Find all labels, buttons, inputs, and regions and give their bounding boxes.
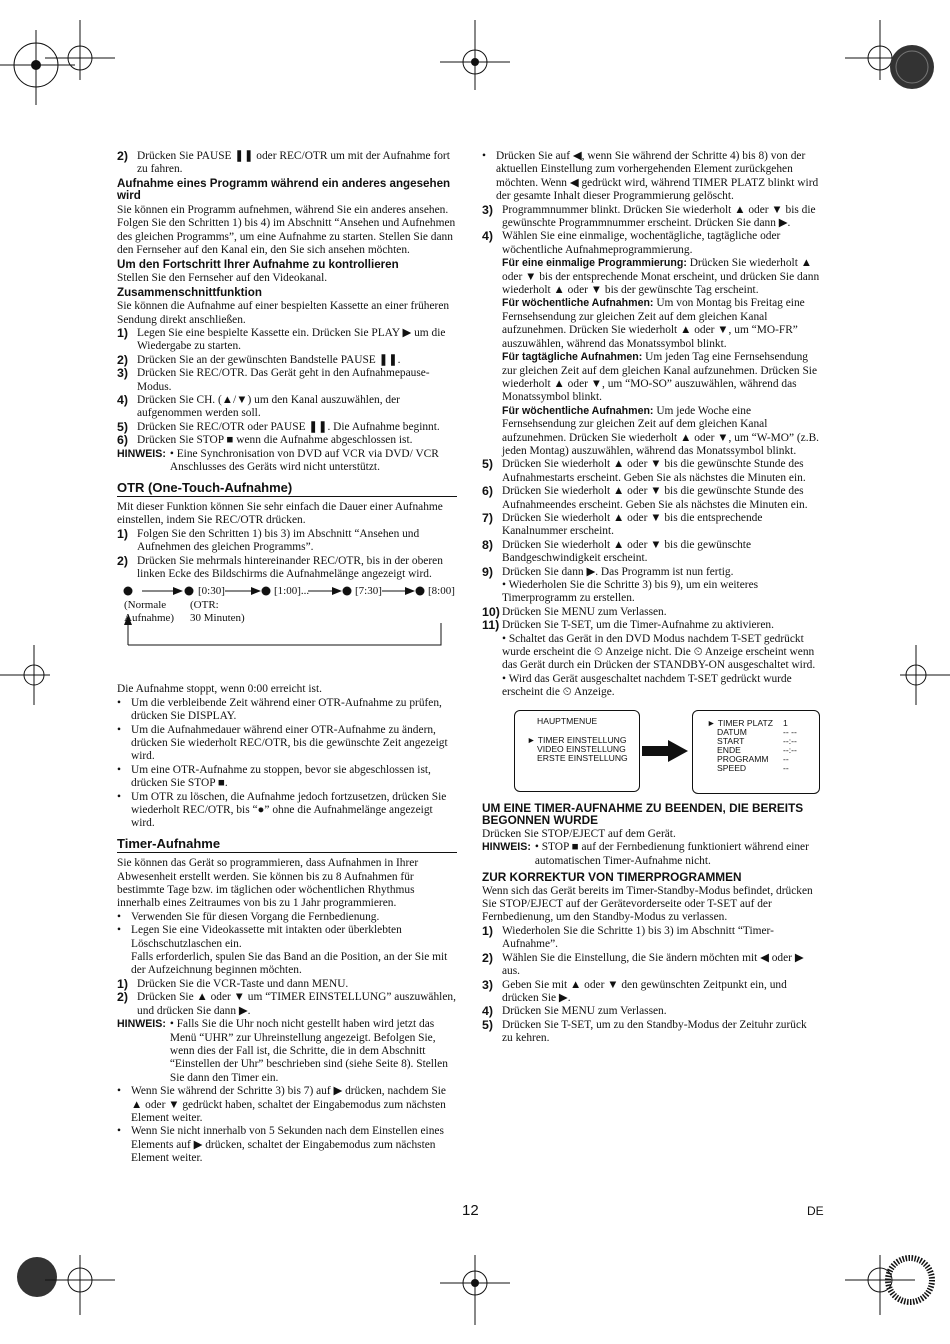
heading-end-timer: UM EINE TIMER-AUFNAHME ZU BEENDEN, DIE BEREITS BEGONNEN WURDE (482, 800, 804, 828)
language-code: DE (807, 1204, 824, 1218)
timer-menu-illustration (482, 706, 820, 792)
timer-value: --:-- (783, 744, 797, 755)
timer-field: START (717, 735, 745, 746)
step-item: 11) Drücken Sie T-SET, um die Timer-Aufnahme zu aktivieren. (482, 618, 774, 633)
bullet-item: • Um die Aufnahmedauer während einer OTR-Aufnahme zu ändern, drücken Sie wiederholt REC/OTR, bis die gewünschte Zeit angezeigt wird. (117, 723, 448, 763)
step-item: 1) Legen Sie eine bespielte Kassette ein. Drücken Sie PLAY ▶ um die Wiedergabe zu starten. (117, 326, 446, 353)
menu-item: VIDEO EINSTELLUNG (537, 743, 626, 754)
bullet-item: • Wiederholen Sie die Schritte 3) bis 9), um ein weiteres Timerprogramm zu erstellen. (502, 579, 759, 605)
step-item: 3) Programmnummer blinkt. Drücken Sie wiederholt ▲ oder ▼ bis die gewünschte Programmnummer erscheint. Drücken Sie dann ▶. (482, 202, 816, 230)
step-item: 9) Drücken Sie dann ▶. Das Programm ist nun fertig. (482, 564, 734, 579)
heading-assemble: Zusammenschnittfunktion (117, 285, 262, 299)
step-item: 4) Drücken Sie MENU zum Verlassen. (482, 1004, 667, 1019)
bullet-item: • Drücken Sie auf ◀, wenn Sie während der Schritte 4) bis 8) von der aktuellen Einstellung zum vorhergehenden Element zurückgehen möchten. Wenn ◀ gedrückt wird, während TIMER PLATZ blinkt wird der gesamte Inhalt dieser Programmierung gelöscht. (482, 150, 819, 203)
otr-step-label: [8:00] (428, 585, 455, 598)
note: HINWEIS: • Eine Synchronisation von DVD auf VCR via DVD/ VCR Anschlusses des Geräts wird nicht unterstützt. (117, 447, 439, 474)
timer-field: DATUM (717, 726, 747, 737)
timer-field: ► TIMER PLATZ (707, 717, 773, 728)
timer-value: -- (783, 762, 789, 773)
otr-flow-diagram (117, 585, 457, 677)
step-item: 2) Wählen Sie die Einstellung, die Sie ändern möchten mit ◀ oder ▶ aus. (482, 950, 804, 978)
step-item: 4) Wählen Sie eine einmalige, wochentägliche, tagtägliche oder wöchentliche Aufnahmeprogrammierung. (482, 229, 781, 256)
paragraph: Sie können die Aufnahme auf einer bespielten Kassette an einer früheren Sendung direkt anschließen. (117, 300, 450, 326)
section-title-otr: OTR (One-Touch-Aufnahme) (117, 481, 457, 497)
section-title-timer: Timer-Aufnahme (117, 837, 457, 853)
assemble-steps (117, 327, 457, 448)
timer-value: 1 (783, 717, 788, 728)
option-weekdays: Für wöchentliche Aufnahmen: Um von Montag bis Freitag eine Fernsehsendung zur gleichen Zeit auf dem gleichen Kanal aufzunehmen. Drücken Sie wiederholt ▲ oder ▼, um “MO-FR” auszuwählen, während das Monatssymbol blinkt. (502, 297, 805, 350)
step-item: 5) Drücken Sie T-SET, um zu den Standby-Modus der Zeituhr zurück zu kehren. (482, 1017, 807, 1045)
bullet-item: • Schaltet das Gerät in den DVD Modus nachdem T-SET gedrückt wurde erscheint die ⏲ Anzeige nicht. Die ⏲ Anzeige erscheint wenn das Gerät durch ein Drücken der STANDBY-ON ausgeschaltet wird. (502, 632, 816, 672)
step-item: 1) Drücken Sie die VCR-Taste und dann MENU. (117, 976, 349, 991)
menu-item: ► TIMER EINSTELLUNG (527, 734, 627, 745)
timer-field-labels (693, 719, 773, 773)
menu-item: ERSTE EINSTELLUNG (537, 752, 628, 763)
arrow-right-icon (642, 740, 688, 762)
step-item: 3) Drücken Sie REC/OTR. Das Gerät geht in den Aufnahmepause-Modus. (117, 366, 430, 393)
step-item: 8) Drücken Sie wiederholt ▲ oder ▼ bis die gewünschte Bandgeschwindigkeit erscheint. (482, 537, 752, 565)
timer-field: PROGRAMM (717, 753, 769, 764)
bullet-item: • Wenn Sie während der Schritte 3) bis 7) auf ▶ drücken, nachdem Sie ▲ oder ▼ gedrückt haben, schaltet der Eingabemodus zum nächsten Element weiter. (117, 1085, 446, 1124)
timer-field-values (773, 719, 797, 773)
registration-mark-icon (0, 645, 50, 705)
starburst-target-icon (880, 1250, 940, 1310)
heading-progress: Um den Fortschritt Ihrer Aufnahme zu kontrollieren (117, 257, 399, 271)
bullet-item: • Wenn Sie nicht innerhalb von 5 Sekunden nach dem Einstellen eines Elements auf ▶ drücken, schaltet der Eingabemodus zum nächsten Element weiter. (117, 1125, 444, 1165)
right-column (482, 150, 820, 1046)
registration-mark-icon (440, 20, 510, 90)
bullet-item: • Verwenden Sie für diesen Vorgang die Fernbedienung. (117, 910, 380, 923)
bullet-item: • Um eine OTR-Aufnahme zu stoppen, bevor sie abgeschlossen ist, drücken Sie STOP ■. (117, 763, 431, 790)
bullet-item: • Um OTR zu löschen, die Aufnahme jedoch fortzusetzen, drücken Sie wiederholt REC/OTR, bis “●” ohne die Aufnahmelänge angezeigt wird. (117, 790, 447, 830)
bullet-item: • Wird das Gerät ausgeschaltet nachdem T-SET gedrückt wurde erscheint die ⏲ Anzeige. (502, 672, 792, 699)
step-item: 3) Geben Sie mit ▲ oder ▼ den gewünschten Zeitpunkt ein, und drücken Sie ▶. (482, 977, 787, 1004)
step-item: 2) Drücken Sie ▲ oder ▼ um “TIMER EINSTELLUNG” auszuwählen, und drücken Sie dann ▶. (117, 990, 456, 1017)
main-menu-screen (514, 710, 640, 792)
step-item: 2) Drücken Sie PAUSE ❚❚ oder REC/OTR um mit der Aufnahme fort zu fahren. (117, 149, 450, 176)
timer-field: ENDE (717, 744, 741, 755)
registration-mark-icon (45, 20, 115, 80)
option-daily: Für tagtägliche Aufnahmen: Um jeden Tag eine Fernsehsendung zur gleichen Zeit auf dem gleichen Kanal aufzunehmen. Drücken Sie wiederholt ▲ oder ▼, um “MO-SO” auszuwählen, während das Monatssymbol blinkt. (502, 351, 818, 404)
bullet-item: • Um die verbleibende Zeit während einer OTR-Aufnahme zu prüfen, drücken Sie DISPLAY. (117, 696, 442, 723)
step-item: 7) Drücken Sie wiederholt ▲ oder ▼ bis die entsprechende Kanalnummer erscheint. (482, 510, 763, 538)
left-column (117, 150, 457, 1166)
paragraph: Falls erforderlich, spulen Sie das Band an die Position, an der Sie mit der Aufzeichnung beginnen möchten. (131, 951, 448, 977)
otr-step-label: [7:30] (355, 585, 382, 598)
paragraph: Drücken Sie STOP/EJECT auf dem Gerät. (482, 827, 676, 840)
otr-step-label: [0:30] (198, 585, 225, 598)
step-item: 6) Drücken Sie STOP ■ wenn die Aufnahme abgeschlossen ist. (117, 433, 413, 448)
paragraph: Sie können ein Programm aufnehmen, während Sie ein anderes ansehen. Folgen Sie den Schritten 1) bis 4) im Abschnitt “Ansehen und Aufnehmen des gleichen Programms”, um eine Aufnahme zu starten. Stellen Sie dann den Fernseher auf den Kanal ein, den Sie sich ansehen möchten. (117, 204, 456, 257)
step-item: 5) Drücken Sie REC/OTR oder PAUSE ❚❚. Die Aufnahme beginnt. (117, 419, 440, 434)
page-number: 12 (462, 1202, 479, 1219)
registration-mark-icon (45, 1255, 115, 1315)
otr-flow-label: (Normale Aufnahme) (124, 599, 175, 625)
heading-record-other: Aufnahme eines Programm während ein anderes angesehen wird (117, 176, 451, 203)
option-once: Für eine einmalige Programmierung: Drücken Sie wiederholt ▲ oder ▼ bis der entsprechende Monat erscheint, und drücken Sie dann wiederholt ▲ oder ▼ bis der gewünschte Tag erscheint. (502, 257, 820, 297)
paragraph: Sie können das Gerät so programmieren, dass Aufnahmen in Ihrer Abwesenheit erstellt werden. Sie können bis zu 8 Aufnahmen für bestimmte Tage bzw. im täglichen oder wöchentlichen Rhythmus innerhalb eines Zeitraumes von bis zu 1 Jahr programmieren. (117, 857, 419, 910)
timer-value: -- -- (783, 726, 797, 737)
paragraph: Wenn sich das Gerät bereits im Timer-Standby-Modus befindet, drücken Sie STOP/EJECT auf der Gerätevorderseite oder T-SET auf der Fernbedienung, um den Standby-Modus zu verlassen. (482, 884, 813, 924)
step-item: 5) Drücken Sie wiederholt ▲ oder ▼ bis die gewünschte Stunde des Aufnahmestarts erscheint. Geben Sie als nächstes die Minuten ein. (482, 457, 806, 484)
bullet-item: • Legen Sie eine Videokassette mit intakten oder überklebten Löschschutzlaschen ein. (117, 924, 402, 950)
color-target-icon (885, 40, 940, 95)
step-item: 2) Drücken Sie mehrmals hintereinander REC/OTR, bis in der oberen linken Ecke des Bildschirms die Aufnahmelänge angezeigt wird. (117, 553, 443, 580)
step-item: 4) Drücken Sie CH. (▲/▼) um den Kanal auszuwählen, der aufgenommen werden soll. (117, 393, 400, 420)
timer-field: SPEED (717, 762, 747, 773)
otr-step-label: [1:00]... (274, 585, 310, 598)
menu-title: HAUPTMENUE (537, 715, 598, 726)
otr-flow-label: (OTR: 30 Minuten) (190, 599, 245, 625)
registration-mark-icon (900, 645, 950, 705)
step-item: 1) Folgen Sie den Schritten 1) bis 3) im Abschnitt “Ansehen und Aufnehmen des gleichen Programms”. (117, 526, 420, 554)
paragraph: Mit dieser Funktion können Sie sehr einfach die Dauer einer Aufnahme einstellen, indem Sie REC/OTR drücken. (117, 500, 443, 527)
timer-value: --:-- (783, 735, 797, 746)
step-item: 1) Wiederholen Sie die Schritte 1) bis 3) im Abschnitt “Timer-Aufnahme”. (482, 923, 774, 951)
step-item: 10) Drücken Sie MENU zum Verlassen. (482, 604, 667, 619)
note: HINWEIS: • Falls Sie die Uhr noch nicht gestellt haben wird jetzt das Menü “UHR” zur Uhreinstellung angezeigt. Befolgen Sie, wenn dies der Fall ist, die Schritte, die in dem Abschnitt “Einstellen der Uhr” beschrieben sind (siehe Seite 8). Stellen Sie dann den Timer ein. (117, 1018, 448, 1084)
step-item: 2) Drücken Sie an der gewünschten Bandstelle PAUSE ❚❚. (117, 352, 401, 367)
timer-setting-screen (692, 710, 820, 794)
timer-value: -- (783, 753, 789, 764)
step-item: 6) Drücken Sie wiederholt ▲ oder ▼ bis die gewünschte Stunde des Aufnahmeendes erscheint. Geben Sie als nächstes die Minuten ein. (482, 484, 808, 511)
registration-mark-icon (440, 1255, 510, 1325)
paragraph: Die Aufnahme stoppt, wenn 0:00 erreicht ist. (117, 683, 322, 696)
paragraph: Stellen Sie den Fernseher auf den Videokanal. (117, 272, 328, 285)
heading-fix-timer: ZUR KORREKTUR VON TIMERPROGRAMMEN (482, 870, 742, 885)
option-weekly: Für wöchentliche Aufnahmen: Um jede Woche eine Fernsehsendung zur gleichen Zeit auf dem gleichen Kanal aufzunehmen. Drücken Sie wiederholt ▲ oder ▼, um “W-MO” (z.B. jeden Montag) auszuwählen, während das Monatssymbol blinkt. (502, 404, 820, 457)
note: HINWEIS: • STOP ■ auf der Fernbedienung funktioniert während einer automatischen Timer-Aufnahme nicht. (482, 841, 809, 867)
